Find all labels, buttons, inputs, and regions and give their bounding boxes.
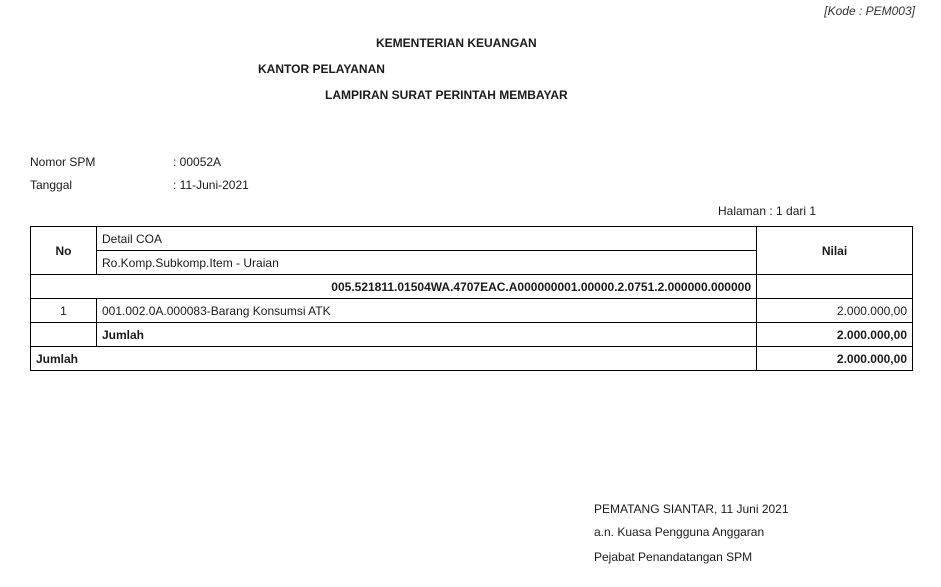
total-value: 2.000.000,00 [757, 347, 913, 371]
row-value: 2.000.000,00 [757, 299, 913, 323]
total-label: Jumlah [31, 347, 757, 371]
date-value: : 11-Juni-2021 [173, 178, 249, 192]
account-code: 005.521811.01504WA.4707EAC.A000000001.00000.2.0751.2.000000.000000 [31, 275, 757, 299]
subtotal-value: 2.000.000,00 [757, 323, 913, 347]
coa-table [30, 226, 913, 371]
column-header-no: No [31, 227, 97, 275]
ministry-title: KEMENTERIAN KEUANGAN [376, 36, 537, 50]
account-row [31, 275, 913, 299]
total-row [31, 347, 913, 371]
page-indicator: Halaman : 1 dari 1 [718, 204, 817, 218]
column-subheader-detail: Ro.Komp.Subkomp.Item - Uraian [97, 251, 757, 275]
subtotal-label: Jumlah [97, 323, 757, 347]
spm-number-label: Nomor SPM [30, 155, 96, 169]
spm-number-value: : 00052A [173, 155, 222, 169]
column-header-value: Nilai [757, 227, 913, 275]
signature-place-date: PEMATANG SIANTAR, 11 Juni 2021 [594, 502, 789, 516]
signature-role: Pejabat Penandatangan SPM [594, 550, 753, 564]
column-header-detail: Detail COA [97, 227, 757, 251]
table-header-row [31, 227, 913, 251]
subtotal-empty [31, 323, 97, 347]
row-number: 1 [31, 299, 97, 323]
row-description: 001.002.0A.000083-Barang Konsumsi ATK [97, 299, 757, 323]
account-value [757, 275, 913, 299]
signature-behalf: a.n. Kuasa Pengguna Anggaran [594, 525, 765, 539]
office-title: KANTOR PELAYANAN [258, 62, 385, 76]
document-title: LAMPIRAN SURAT PERINTAH MEMBAYAR [325, 88, 568, 102]
subtotal-row [31, 323, 913, 347]
date-label: Tanggal [30, 178, 73, 192]
table-row [31, 299, 913, 323]
form-code: [Kode : PEM003] [824, 4, 915, 18]
